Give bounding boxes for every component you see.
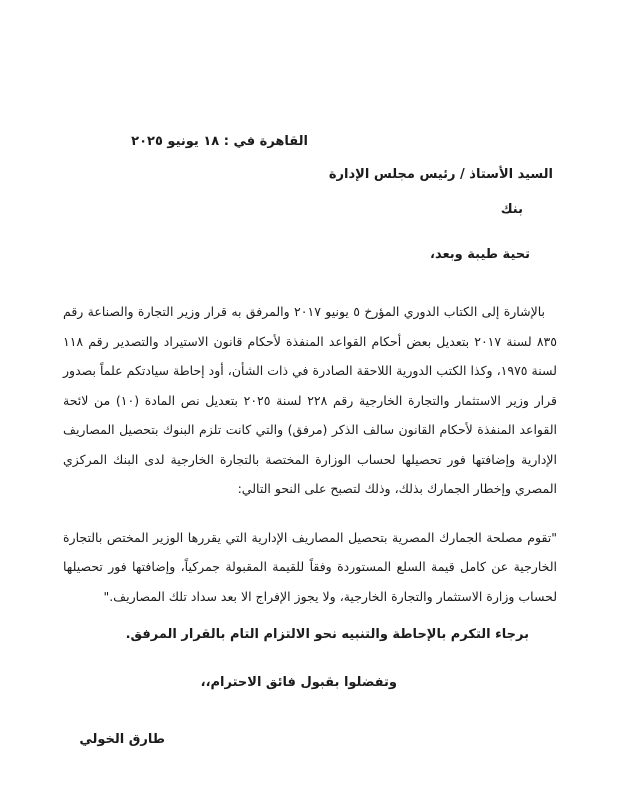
salutation: تحية طيبة وبعد، <box>430 247 530 262</box>
date-line: القاهرة في : ١٨ يونيو ٢٠٢٥ <box>131 134 308 149</box>
closing-line: وتفضلوا بقبول فائق الاحترام،، <box>200 675 397 690</box>
addressee-org: بنك <box>500 202 523 217</box>
quoted-paragraph: "تقوم مصلحة الجمارك المصرية بتحصيل المصاريف الإدارية التي يقررها الوزير المختص بالتجارة الخارجية عن كامل قيمة السلع المستوردة وفقاً للقيمة المقبولة جمركياً، وإضافتها فور تحصيلها لحساب وزارة الاستثمار والتجارة الخارجية، ولا يجوز الإفراج الا بعد سداد تلك المصاريف." <box>63 529 557 604</box>
body-paragraph-1: بالإشارة إلى الكتاب الدوري المؤرخ ٥ يونيو ٢٠١٧ والمرفق به قرار وزير التجارة والصناعة رقم ٨٣٥ لسنة ٢٠١٧ بتعديل بعض أحكام القواعد المنفذة لأحكام قانون الاستيراد والتصدير رقم ١١٨ لسنة ١٩٧٥، وكذا الكتب الدورية اللاحقة الصادرة في ذات الشأن، أود إحاطة سيادتكم علماً بصدور قرار وزير الاستثمار والتجارة الخارجية رقم ٢٢٨ لسنة ٢٠٢٥ بتعديل نص المادة (١٠) من لائحة القواعد المنفذة لأحكام القانون سالف الذكر (مرفق) والتي كانت تلزم البنوك بتحصيل المصاريف الإدارية وإضافتها فور تحصيلها لحساب الوزارة المختصة بالتجارة الخارجية لدى البنك المركزي المصري وإخطار الجمارك بذلك، وذلك لتصبح على النحو التالي: <box>63 304 557 496</box>
addressee-line: السيد الأستاذ / رئيس مجلس الإدارة <box>328 167 553 182</box>
signature-name: طارق الخولي <box>79 732 165 747</box>
letter-body <box>63 297 557 750</box>
request-line: برجاء التكرم بالإحاطة والتنبيه نحو الالتزام التام بالقرار المرفق. <box>125 627 529 642</box>
